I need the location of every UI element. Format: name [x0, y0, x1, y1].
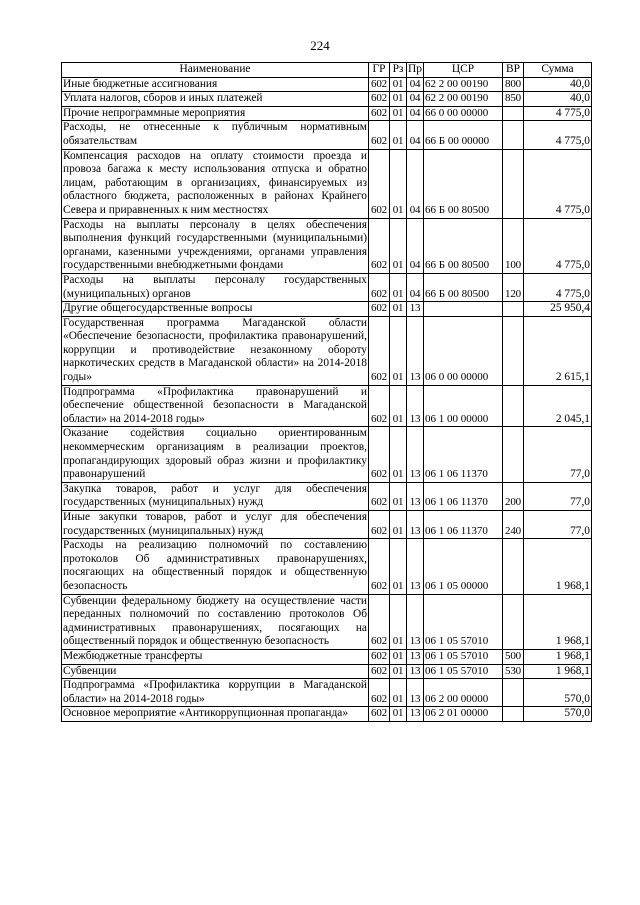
cell-gr: 602 — [369, 302, 390, 317]
cell-pr: 13 — [407, 316, 424, 385]
cell-name: Государственная программа Магаданской области «Обеспечение безопасности, профилактика правонарушений, коррупции и противодействие незаконному обороту наркотических средств в Магаданской области» на 2014-2018 годы» — [62, 316, 369, 385]
cell-sum: 4 775,0 — [524, 273, 592, 301]
table-row — [62, 664, 592, 679]
table-row — [62, 679, 592, 707]
cell-name: Прочие непрограммные мероприятия — [62, 106, 369, 121]
page-number: 224 — [310, 38, 330, 53]
table-row — [62, 302, 592, 317]
cell-name: Подпрограмма «Профилактика правонарушений и обеспечение общественной безопасности в Магаданской области» на 2014-2018 годы» — [62, 385, 369, 427]
cell-name: Другие общегосударственные вопросы — [62, 302, 369, 317]
cell-rz: 01 — [390, 106, 407, 121]
table-row — [62, 121, 592, 149]
cell-pr: 13 — [407, 427, 424, 482]
cell-rz: 01 — [390, 594, 407, 649]
cell-vr — [503, 385, 524, 427]
cell-pr: 13 — [407, 482, 424, 510]
cell-sum: 25 950,4 — [524, 302, 592, 317]
table-row — [62, 77, 592, 92]
table-row — [62, 707, 592, 722]
table-row — [62, 316, 592, 385]
cell-vr — [503, 427, 524, 482]
cell-vr: 530 — [503, 664, 524, 679]
cell-csr: 66 Б 00 80500 — [424, 273, 503, 301]
cell-gr: 602 — [369, 218, 390, 273]
cell-sum: 40,0 — [524, 77, 592, 92]
cell-gr: 602 — [369, 679, 390, 707]
cell-pr: 13 — [407, 385, 424, 427]
cell-pr: 13 — [407, 302, 424, 317]
cell-rz: 01 — [390, 92, 407, 107]
cell-gr: 602 — [369, 511, 390, 539]
cell-gr: 602 — [369, 121, 390, 149]
cell-csr: 06 1 06 11370 — [424, 427, 503, 482]
cell-gr: 602 — [369, 594, 390, 649]
header-vr: ВР — [503, 63, 524, 78]
cell-name: Расходы на выплаты персоналу в целях обеспечения выполнения функций государственными (муниципальными) органами, казенными учреждениями, органами управления государственными внебюджетными фондами — [62, 218, 369, 273]
cell-sum: 4 775,0 — [524, 106, 592, 121]
cell-csr: 66 Б 00 00000 — [424, 121, 503, 149]
cell-sum: 4 775,0 — [524, 149, 592, 218]
cell-name: Подпрограмма «Профилактика коррупции в Магаданской области» на 2014-2018 годы» — [62, 679, 369, 707]
cell-rz: 01 — [390, 427, 407, 482]
cell-name: Межбюджетные трансферты — [62, 649, 369, 664]
cell-csr: 66 0 00 00000 — [424, 106, 503, 121]
cell-gr: 602 — [369, 385, 390, 427]
cell-name: Расходы на реализацию полномочий по составлению протоколов Об административных правонарушениях, посягающих на общественный порядок и общественную безопасность — [62, 539, 369, 594]
cell-vr — [503, 707, 524, 722]
cell-pr: 13 — [407, 539, 424, 594]
cell-csr: 06 1 05 57010 — [424, 649, 503, 664]
cell-name: Компенсация расходов на оплату стоимости проезда и провоза багажа к месту использования отпуска и обратно лицам, работающим в организациях, финансируемых из областного бюджета, расположенных в районах Крайнего Севера и приравненных к ним местностях — [62, 149, 369, 218]
cell-csr: 62 2 00 00190 — [424, 77, 503, 92]
cell-gr: 602 — [369, 427, 390, 482]
cell-name: Основное мероприятие «Антикоррупционная пропаганда» — [62, 707, 369, 722]
table-row — [62, 273, 592, 301]
cell-sum: 4 775,0 — [524, 121, 592, 149]
cell-pr: 04 — [407, 92, 424, 107]
cell-rz: 01 — [390, 316, 407, 385]
cell-vr — [503, 316, 524, 385]
cell-gr: 602 — [369, 316, 390, 385]
budget-table — [61, 62, 592, 722]
cell-rz: 01 — [390, 664, 407, 679]
cell-pr: 13 — [407, 511, 424, 539]
cell-sum: 570,0 — [524, 707, 592, 722]
cell-csr: 66 Б 00 80500 — [424, 149, 503, 218]
cell-gr: 602 — [369, 92, 390, 107]
table-row — [62, 385, 592, 427]
cell-vr — [503, 121, 524, 149]
cell-gr: 602 — [369, 707, 390, 722]
table-row — [62, 92, 592, 107]
cell-rz: 01 — [390, 121, 407, 149]
cell-vr: 100 — [503, 218, 524, 273]
cell-sum: 77,0 — [524, 427, 592, 482]
cell-vr — [503, 302, 524, 317]
cell-csr — [424, 302, 503, 317]
table-body — [62, 77, 592, 721]
cell-sum: 2 045,1 — [524, 385, 592, 427]
cell-name: Расходы, не отнесенные к публичным нормативным обязательствам — [62, 121, 369, 149]
cell-csr: 06 1 06 11370 — [424, 482, 503, 510]
cell-rz: 01 — [390, 482, 407, 510]
header-gr: ГР — [369, 63, 390, 78]
cell-sum: 2 615,1 — [524, 316, 592, 385]
cell-csr: 06 2 01 00000 — [424, 707, 503, 722]
header-rz: Рз — [390, 63, 407, 78]
cell-csr: 06 2 00 00000 — [424, 679, 503, 707]
cell-sum: 77,0 — [524, 482, 592, 510]
cell-pr: 04 — [407, 106, 424, 121]
cell-rz: 01 — [390, 385, 407, 427]
cell-name: Субвенции — [62, 664, 369, 679]
cell-name: Расходы на выплаты персоналу государственных (муниципальных) органов — [62, 273, 369, 301]
cell-csr: 62 2 00 00190 — [424, 92, 503, 107]
cell-sum: 40,0 — [524, 92, 592, 107]
table-row — [62, 539, 592, 594]
table-row — [62, 482, 592, 510]
cell-vr — [503, 539, 524, 594]
cell-name: Иные закупки товаров, работ и услуг для обеспечения государственных (муниципальных) нужд — [62, 511, 369, 539]
table-row — [62, 218, 592, 273]
cell-gr: 602 — [369, 273, 390, 301]
table-row — [62, 149, 592, 218]
cell-gr: 602 — [369, 149, 390, 218]
cell-rz: 01 — [390, 511, 407, 539]
cell-pr: 04 — [407, 273, 424, 301]
cell-gr: 602 — [369, 77, 390, 92]
header-pr: Пр — [407, 63, 424, 78]
cell-rz: 01 — [390, 218, 407, 273]
cell-sum: 1 968,1 — [524, 649, 592, 664]
cell-pr: 13 — [407, 707, 424, 722]
cell-pr: 13 — [407, 679, 424, 707]
cell-vr: 800 — [503, 77, 524, 92]
cell-vr — [503, 149, 524, 218]
cell-vr: 200 — [503, 482, 524, 510]
cell-gr: 602 — [369, 106, 390, 121]
cell-rz: 01 — [390, 302, 407, 317]
cell-name: Уплата налогов, сборов и иных платежей — [62, 92, 369, 107]
cell-name: Закупка товаров, работ и услуг для обеспечения государственных (муниципальных) нужд — [62, 482, 369, 510]
cell-rz: 01 — [390, 649, 407, 664]
cell-pr: 04 — [407, 77, 424, 92]
cell-sum: 570,0 — [524, 679, 592, 707]
cell-rz: 01 — [390, 707, 407, 722]
cell-pr: 04 — [407, 149, 424, 218]
cell-pr: 13 — [407, 664, 424, 679]
table-row — [62, 106, 592, 121]
cell-vr: 500 — [503, 649, 524, 664]
header-name: Наименование — [62, 63, 369, 78]
cell-csr: 06 1 00 00000 — [424, 385, 503, 427]
cell-vr — [503, 594, 524, 649]
table-row — [62, 649, 592, 664]
cell-vr: 850 — [503, 92, 524, 107]
cell-vr — [503, 679, 524, 707]
table-row — [62, 427, 592, 482]
cell-vr — [503, 106, 524, 121]
cell-name: Субвенции федеральному бюджету на осуществление части переданных полномочий по составлению протоколов Об административных правонарушениях, посягающих на общественный порядок и общественную безопасность — [62, 594, 369, 649]
cell-rz: 01 — [390, 539, 407, 594]
cell-name: Иные бюджетные ассигнования — [62, 77, 369, 92]
cell-sum: 1 968,1 — [524, 594, 592, 649]
cell-csr: 06 1 06 11370 — [424, 511, 503, 539]
table-header-row — [62, 63, 592, 78]
cell-pr: 13 — [407, 649, 424, 664]
cell-csr: 66 Б 00 80500 — [424, 218, 503, 273]
cell-gr: 602 — [369, 482, 390, 510]
cell-sum: 1 968,1 — [524, 664, 592, 679]
cell-vr: 120 — [503, 273, 524, 301]
cell-pr: 13 — [407, 594, 424, 649]
cell-gr: 602 — [369, 649, 390, 664]
cell-csr: 06 0 00 00000 — [424, 316, 503, 385]
cell-rz: 01 — [390, 679, 407, 707]
table-row — [62, 511, 592, 539]
cell-pr: 04 — [407, 218, 424, 273]
header-csr: ЦСР — [424, 63, 503, 78]
cell-sum: 1 968,1 — [524, 539, 592, 594]
cell-csr: 06 1 05 00000 — [424, 539, 503, 594]
cell-rz: 01 — [390, 77, 407, 92]
cell-pr: 04 — [407, 121, 424, 149]
cell-sum: 77,0 — [524, 511, 592, 539]
table-row — [62, 594, 592, 649]
cell-csr: 06 1 05 57010 — [424, 594, 503, 649]
cell-vr: 240 — [503, 511, 524, 539]
cell-gr: 602 — [369, 539, 390, 594]
header-sum: Сумма — [524, 63, 592, 78]
cell-sum: 4 775,0 — [524, 218, 592, 273]
cell-rz: 01 — [390, 273, 407, 301]
cell-rz: 01 — [390, 149, 407, 218]
cell-name: Оказание содействия социально ориентированным некоммерческим организациям в реализации проектов, пропагандирующих здоровый образ жизни и профилактику правонарушений — [62, 427, 369, 482]
cell-csr: 06 1 05 57010 — [424, 664, 503, 679]
cell-gr: 602 — [369, 664, 390, 679]
